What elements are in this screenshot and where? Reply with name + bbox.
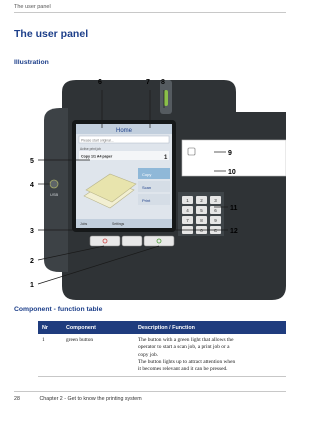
- keypad-key-label: 7: [186, 218, 189, 223]
- callout-12: 12: [230, 228, 238, 235]
- screen-bottom-right: Settings: [112, 222, 125, 226]
- screen-title: Home: [115, 128, 133, 134]
- usb-port: [50, 180, 58, 188]
- component-function-table: [38, 321, 286, 377]
- callout-6: 6: [98, 79, 102, 86]
- table-row: [38, 334, 286, 377]
- footer-rule: [14, 391, 286, 392]
- callout-2: 2: [30, 258, 34, 265]
- cell-component: green button: [62, 334, 134, 377]
- keypad-key-label: 9: [214, 218, 217, 223]
- middle-button: [122, 236, 142, 246]
- keypad-key-label: C: [213, 228, 218, 233]
- cell-description: [134, 334, 286, 377]
- scan-label: Scan: [142, 185, 152, 190]
- screen-count: 1: [164, 155, 168, 161]
- screen-bottom-left: Jobs: [80, 222, 88, 226]
- status-led: [164, 90, 168, 106]
- callout-5: 5: [30, 158, 34, 165]
- header-rule: [14, 12, 286, 13]
- callout-10: 10: [228, 169, 236, 176]
- screen-active-job-label: Active print job: [80, 147, 101, 151]
- print-label: Print: [142, 198, 151, 203]
- callout-3: 3: [30, 228, 34, 235]
- callout-4: 4: [30, 182, 34, 189]
- callout-11: 11: [230, 205, 238, 212]
- description-line: it becomes relevant and it can be pressed.: [138, 366, 228, 373]
- red-button: [90, 236, 120, 246]
- green-button: [144, 236, 174, 246]
- column-header-description: Description / Function: [134, 321, 286, 334]
- page-footer: [14, 396, 142, 402]
- keypad-key-label: 4: [186, 208, 189, 213]
- keypad-key-label: 2: [200, 198, 203, 203]
- callout-9: 9: [228, 150, 232, 157]
- user-panel-illustration: [14, 72, 286, 302]
- section-heading-illustration: Illustration: [14, 59, 49, 66]
- description-line: operator to start a scan job, a print job or a: [138, 344, 230, 351]
- copy-label: Copy: [142, 172, 152, 177]
- keypad-key-label: 1: [186, 198, 189, 203]
- page-number: 28: [14, 396, 20, 402]
- column-header-component: Component: [62, 321, 134, 334]
- panel-side-bevel: [44, 108, 68, 272]
- keypad-key-label: 8: [200, 218, 203, 223]
- callout-7: 7: [146, 79, 150, 86]
- keypad-key-label: 5: [200, 208, 203, 213]
- chapter-title: Chapter 2 - Get to know the printing system: [39, 396, 142, 402]
- right-panel-button: [188, 148, 195, 155]
- page-title: The user panel: [14, 28, 89, 40]
- table-header-row: [38, 321, 286, 334]
- keypad-key-label: 3: [214, 198, 217, 203]
- screen-search-placeholder: Please start original...: [81, 138, 114, 143]
- keypad-key-label: 6: [214, 208, 217, 213]
- callout-8: 8: [161, 79, 165, 86]
- section-heading-table: Component - function table: [14, 306, 103, 313]
- description-line: The button lights up to attract attention when: [138, 358, 236, 365]
- running-header: The user panel: [14, 4, 51, 10]
- usb-label: USB: [50, 192, 59, 197]
- screen-active-job-name: Copy 1/1 A4 paper: [81, 154, 113, 159]
- callout-1: 1: [30, 282, 34, 289]
- keypad-key-label: 0: [200, 228, 203, 233]
- description-line: The button with a green light that allows the: [138, 337, 234, 343]
- column-header-nr: Nr: [38, 321, 62, 334]
- description-line: copy job.: [138, 351, 159, 358]
- cell-nr: 1: [38, 334, 62, 377]
